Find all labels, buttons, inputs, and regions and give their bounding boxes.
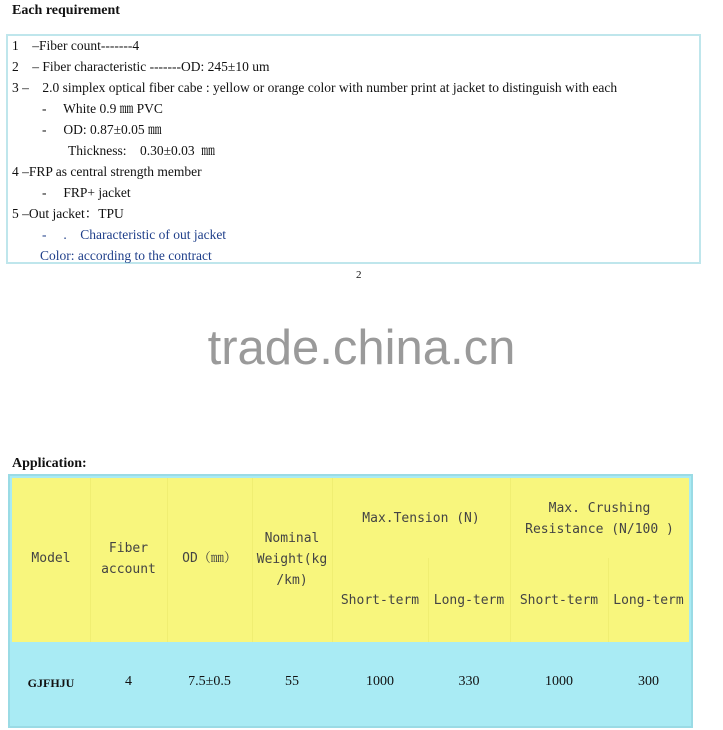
cell-model: GJFHJU [27,676,75,690]
cell-weight: 55 [285,674,299,689]
application-label: Application: [12,456,87,471]
header-max-crushing [510,498,689,540]
cell-crush-short: 1000 [545,674,573,689]
specification-table [8,474,693,728]
header-od: OD（㎜） [182,551,237,566]
requirement-line: 2 – Fiber characteristic -------OD: 245±10 um [12,59,270,74]
requirement-line: Thickness: 0.30±0.03 ㎜ [68,143,215,158]
header-crushing-line1: Max. Crushing [548,501,651,516]
cell-tension-long: 330 [458,674,480,689]
header-weight-line1: Nominal [264,531,320,546]
requirement-line: - OD: 0.87±0.05 ㎜ [42,122,162,137]
header-fiber-account [90,538,167,580]
cell-od: 7.5±0.5 [188,674,231,689]
header-tension-long-term: Long-term [433,593,505,608]
header-fiber-line1: Fiber [108,541,149,556]
header-model: Model [31,551,71,566]
requirement-line: 3 – 2.0 simplex optical fiber cabe : yellow or orange color with number print at jacket to distinguish with each [12,80,618,95]
header-max-tension: Max.Tension (N) [362,511,480,526]
requirement-line: - FRP+ jacket [42,185,131,200]
column-divider [332,478,333,642]
header-tension-short-term: Short-term [340,593,420,608]
requirement-line: 5 –Out jacket：TPU [12,206,124,221]
section-heading: Each requirement [12,3,120,18]
requirement-line: Color: according to the contract [40,248,212,263]
watermark: trade.china.cn [207,321,516,375]
page-number: 2 [356,269,362,281]
requirement-line: - . Characteristic of out jacket [42,227,227,242]
header-crushing-short-term: Short-term [519,593,599,608]
header-crushing-long-term: Long-term [613,593,684,608]
requirement-line: - White 0.9 ㎜ PVC [42,101,163,116]
cell-crush-long: 300 [638,674,659,689]
header-weight-line2: Weight(kg [256,552,328,567]
header-crushing-line2: Resistance (N/100 ) [525,522,674,537]
requirements-box [6,34,701,264]
requirement-line: 4 –FRP as central strength member [12,164,202,179]
requirement-line: 1 –Fiber count-------4 [12,38,140,53]
header-weight-line3: /km) [276,573,308,588]
cell-tension-short: 1000 [366,674,394,689]
header-fiber-line2: account [101,562,156,577]
cell-fiber-account: 4 [125,674,132,689]
header-nominal-weight [252,528,332,591]
